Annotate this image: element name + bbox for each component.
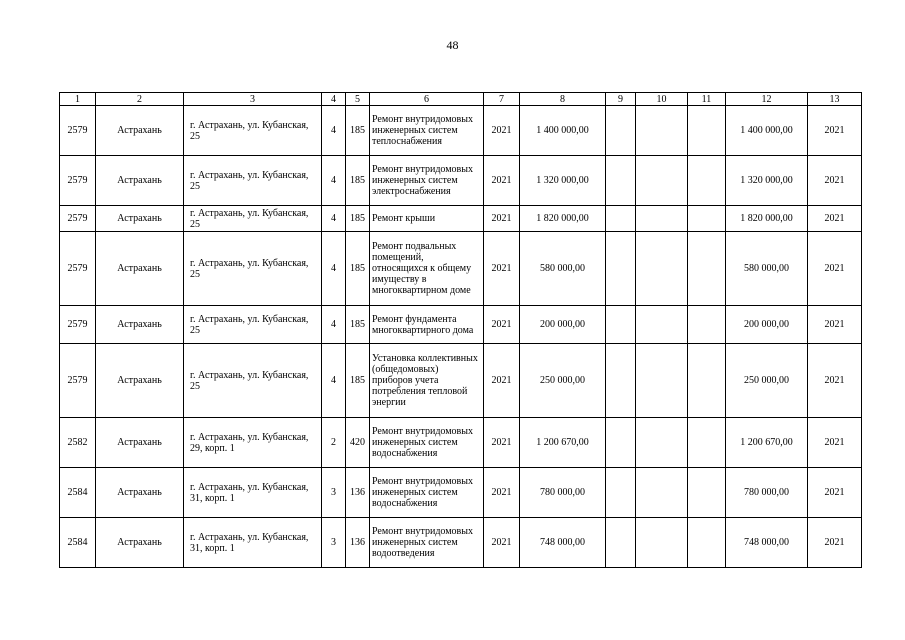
empty-cell <box>688 468 726 518</box>
empty-cell <box>606 518 636 568</box>
municipality-cell: Астрахань <box>96 206 184 232</box>
completion-year-cell: 2021 <box>808 106 862 156</box>
completion-year-cell: 2021 <box>808 306 862 344</box>
work-type-cell: Ремонт внутридомовых инженерных систем теплоснабжения <box>370 106 484 156</box>
address-cell: г. Астрахань, ул. Кубанская, 25 <box>184 306 322 344</box>
floors-cell: 4 <box>322 156 346 206</box>
work-type-cell: Ремонт внутридомовых инженерных систем водоотведения <box>370 518 484 568</box>
header-cell: 1 <box>60 93 96 106</box>
empty-cell <box>688 306 726 344</box>
area-cell: 136 <box>346 518 370 568</box>
cost-cell: 780 000,00 <box>520 468 606 518</box>
floors-cell: 3 <box>322 468 346 518</box>
table-row <box>60 232 862 306</box>
column-number-row <box>60 93 862 106</box>
area-cell: 185 <box>346 232 370 306</box>
year-cell: 2021 <box>484 418 520 468</box>
fund-cost-cell: 748 000,00 <box>726 518 808 568</box>
fund-cost-cell: 780 000,00 <box>726 468 808 518</box>
fund-cost-cell: 1 820 000,00 <box>726 206 808 232</box>
table-row <box>60 106 862 156</box>
completion-year-cell: 2021 <box>808 344 862 418</box>
header-cell: 6 <box>370 93 484 106</box>
work-type-cell: Ремонт фундамента многоквартирного дома <box>370 306 484 344</box>
record-number-cell: 2579 <box>60 106 96 156</box>
empty-cell <box>688 206 726 232</box>
year-cell: 2021 <box>484 518 520 568</box>
empty-cell <box>636 344 688 418</box>
address-cell: г. Астрахань, ул. Кубанская, 25 <box>184 106 322 156</box>
municipality-cell: Астрахань <box>96 344 184 418</box>
empty-cell <box>636 156 688 206</box>
header-cell: 3 <box>184 93 322 106</box>
empty-cell <box>636 206 688 232</box>
page-number: 48 <box>446 38 459 52</box>
header-cell: 9 <box>606 93 636 106</box>
fund-cost-cell: 200 000,00 <box>726 306 808 344</box>
work-type-cell: Ремонт внутридомовых инженерных систем водоснабжения <box>370 418 484 468</box>
record-number-cell: 2579 <box>60 156 96 206</box>
empty-cell <box>688 344 726 418</box>
area-cell: 420 <box>346 418 370 468</box>
fund-cost-cell: 580 000,00 <box>726 232 808 306</box>
area-cell: 136 <box>346 468 370 518</box>
empty-cell <box>606 232 636 306</box>
empty-cell <box>636 518 688 568</box>
year-cell: 2021 <box>484 106 520 156</box>
area-cell: 185 <box>346 206 370 232</box>
year-cell: 2021 <box>484 206 520 232</box>
address-cell: г. Астрахань, ул. Кубанская, 29, корп. 1 <box>184 418 322 468</box>
table-row <box>60 306 862 344</box>
table-row <box>60 344 862 418</box>
table-row <box>60 206 862 232</box>
area-cell: 185 <box>346 306 370 344</box>
header-cell: 11 <box>688 93 726 106</box>
floors-cell: 4 <box>322 232 346 306</box>
capital-repair-table <box>59 92 862 568</box>
area-cell: 185 <box>346 156 370 206</box>
table-row <box>60 418 862 468</box>
header-cell: 7 <box>484 93 520 106</box>
record-number-cell: 2584 <box>60 518 96 568</box>
empty-cell <box>636 306 688 344</box>
fund-cost-cell: 1 200 670,00 <box>726 418 808 468</box>
municipality-cell: Астрахань <box>96 468 184 518</box>
empty-cell <box>688 418 726 468</box>
completion-year-cell: 2021 <box>808 156 862 206</box>
cost-cell: 580 000,00 <box>520 232 606 306</box>
cost-cell: 1 400 000,00 <box>520 106 606 156</box>
floors-cell: 4 <box>322 306 346 344</box>
cost-cell: 1 820 000,00 <box>520 206 606 232</box>
address-cell: г. Астрахань, ул. Кубанская, 25 <box>184 344 322 418</box>
table-row <box>60 518 862 568</box>
empty-cell <box>606 106 636 156</box>
record-number-cell: 2582 <box>60 418 96 468</box>
address-cell: г. Астрахань, ул. Кубанская, 31, корп. 1 <box>184 518 322 568</box>
area-cell: 185 <box>346 106 370 156</box>
completion-year-cell: 2021 <box>808 518 862 568</box>
completion-year-cell: 2021 <box>808 418 862 468</box>
work-type-cell: Ремонт крыши <box>370 206 484 232</box>
address-cell: г. Астрахань, ул. Кубанская, 31, корп. 1 <box>184 468 322 518</box>
header-cell: 4 <box>322 93 346 106</box>
year-cell: 2021 <box>484 306 520 344</box>
empty-cell <box>636 106 688 156</box>
header-cell: 10 <box>636 93 688 106</box>
header-cell: 13 <box>808 93 862 106</box>
empty-cell <box>688 106 726 156</box>
year-cell: 2021 <box>484 156 520 206</box>
cost-cell: 1 320 000,00 <box>520 156 606 206</box>
floors-cell: 4 <box>322 344 346 418</box>
work-type-cell: Установка коллективных (общедомовых) приборов учета потребления тепловой энергии <box>370 344 484 418</box>
empty-cell <box>606 418 636 468</box>
completion-year-cell: 2021 <box>808 468 862 518</box>
empty-cell <box>688 518 726 568</box>
cost-cell: 200 000,00 <box>520 306 606 344</box>
address-cell: г. Астрахань, ул. Кубанская, 25 <box>184 206 322 232</box>
area-cell: 185 <box>346 344 370 418</box>
completion-year-cell: 2021 <box>808 206 862 232</box>
empty-cell <box>606 156 636 206</box>
empty-cell <box>606 306 636 344</box>
municipality-cell: Астрахань <box>96 518 184 568</box>
record-number-cell: 2579 <box>60 344 96 418</box>
empty-cell <box>636 418 688 468</box>
municipality-cell: Астрахань <box>96 306 184 344</box>
municipality-cell: Астрахань <box>96 418 184 468</box>
empty-cell <box>636 232 688 306</box>
year-cell: 2021 <box>484 344 520 418</box>
municipality-cell: Астрахань <box>96 106 184 156</box>
empty-cell <box>606 468 636 518</box>
municipality-cell: Астрахань <box>96 232 184 306</box>
record-number-cell: 2584 <box>60 468 96 518</box>
floors-cell: 4 <box>322 106 346 156</box>
fund-cost-cell: 1 400 000,00 <box>726 106 808 156</box>
table-row <box>60 468 862 518</box>
table-row <box>60 156 862 206</box>
record-number-cell: 2579 <box>60 206 96 232</box>
header-cell: 12 <box>726 93 808 106</box>
floors-cell: 3 <box>322 518 346 568</box>
fund-cost-cell: 1 320 000,00 <box>726 156 808 206</box>
header-cell: 5 <box>346 93 370 106</box>
header-cell: 8 <box>520 93 606 106</box>
work-type-cell: Ремонт внутридомовых инженерных систем электроснабжения <box>370 156 484 206</box>
floors-cell: 4 <box>322 206 346 232</box>
empty-cell <box>606 206 636 232</box>
address-cell: г. Астрахань, ул. Кубанская, 25 <box>184 232 322 306</box>
floors-cell: 2 <box>322 418 346 468</box>
address-cell: г. Астрахань, ул. Кубанская, 25 <box>184 156 322 206</box>
work-type-cell: Ремонт подвальных помещений, относящихся к общему имуществу в многоквартирном доме <box>370 232 484 306</box>
empty-cell <box>688 156 726 206</box>
empty-cell <box>688 232 726 306</box>
record-number-cell: 2579 <box>60 306 96 344</box>
empty-cell <box>606 344 636 418</box>
header-cell: 2 <box>96 93 184 106</box>
fund-cost-cell: 250 000,00 <box>726 344 808 418</box>
cost-cell: 748 000,00 <box>520 518 606 568</box>
work-type-cell: Ремонт внутридомовых инженерных систем водоснабжения <box>370 468 484 518</box>
year-cell: 2021 <box>484 232 520 306</box>
municipality-cell: Астрахань <box>96 156 184 206</box>
record-number-cell: 2579 <box>60 232 96 306</box>
empty-cell <box>636 468 688 518</box>
year-cell: 2021 <box>484 468 520 518</box>
cost-cell: 1 200 670,00 <box>520 418 606 468</box>
completion-year-cell: 2021 <box>808 232 862 306</box>
cost-cell: 250 000,00 <box>520 344 606 418</box>
